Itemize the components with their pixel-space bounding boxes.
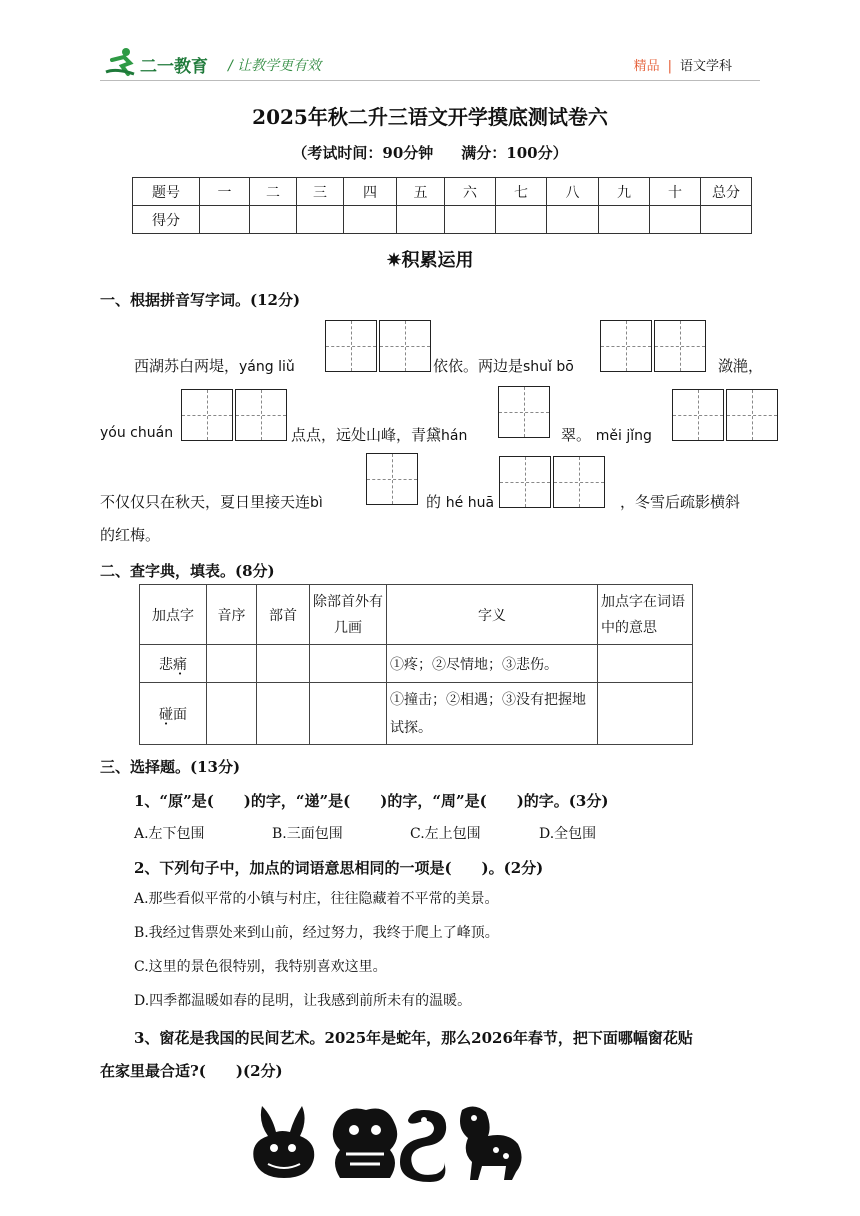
option-b[interactable]: B.三面包围 (272, 826, 343, 842)
answer-cell[interactable] (310, 645, 387, 683)
score-input-cell[interactable] (701, 206, 752, 234)
score-input-cell[interactable] (200, 206, 250, 234)
tianzi-box[interactable] (366, 453, 418, 505)
brand-label: 精品 (633, 59, 660, 74)
tianzi-box[interactable] (600, 320, 652, 372)
question-2-heading: 二、查字典，填表。(8分) (100, 562, 275, 580)
tianzi-box[interactable] (325, 320, 377, 372)
tianzi-box[interactable] (379, 320, 431, 372)
pinyin: hé huā (445, 495, 495, 511)
word-char: 面 (173, 706, 187, 723)
score-cell: 九 (599, 178, 650, 206)
dotted-char: 痛 (173, 656, 187, 673)
tianzi-box[interactable] (498, 386, 550, 438)
logo-text: 二一教育 (140, 57, 208, 77)
pinyin: měi jǐng (595, 428, 652, 444)
exam-title: 2025年秋二升三语文开学摸底测试卷六 (252, 105, 608, 129)
option-a[interactable]: A.左下包围 (134, 826, 205, 842)
score-cell: 五 (397, 178, 445, 206)
q1-text: ，冬雪后疏影横斜 (620, 493, 741, 511)
q3-sub2: 2、下列句子中，加点的词语意思相同的一项是( )。(2分) (134, 859, 544, 877)
q1-text: 潋滟， (718, 357, 764, 375)
score-input-cell[interactable] (445, 206, 496, 234)
score-cell: 七 (496, 178, 547, 206)
q1-text: 的 (426, 493, 442, 511)
answer-cell[interactable] (257, 683, 310, 745)
score-cell: 四 (344, 178, 397, 206)
answer-cell[interactable] (310, 683, 387, 745)
exam-info (0, 142, 860, 163)
pinyin: shuǐ bō (523, 359, 574, 375)
score-input-cell[interactable] (599, 206, 650, 234)
tianzi-box[interactable] (553, 456, 605, 508)
pinyin: hán (441, 428, 468, 444)
q1-line3 (100, 491, 323, 512)
dictionary-table (139, 584, 693, 745)
q1-line1b (433, 355, 574, 376)
header-right: 精品 | 语文学科 (633, 59, 732, 74)
q3-sub1: 1、“原”是( )的字，“递”是( )的字，“周”是( )的字。(3分) (134, 792, 609, 810)
score-cell: 六 (445, 178, 496, 206)
pinyin: yáng liǔ (239, 359, 295, 375)
option-b[interactable]: B.我经过售票处来到山前，经过努力，我终于爬上了峰顶。 (134, 925, 499, 941)
q3-sub3-line2: 在家里最合适?( )(2分) (100, 1062, 283, 1080)
score-cell: 二 (250, 178, 297, 206)
dict-row (140, 683, 693, 745)
horse-papercut-image[interactable] (452, 1102, 528, 1182)
tianzi-box[interactable] (235, 389, 287, 441)
tianzi-box[interactable] (181, 389, 233, 441)
dict-header: 加点字在词语中的意思 (598, 585, 693, 645)
answer-cell[interactable] (598, 645, 693, 683)
score-cell: 十 (650, 178, 701, 206)
score-row-label: 得分 (133, 206, 200, 234)
tianzi-box[interactable] (499, 456, 551, 508)
q1-text: 依依。两边是 (433, 357, 524, 375)
dict-meaning: ①疼；②尽情地；③悲伤。 (387, 645, 598, 683)
pinyin: yóu chuán (100, 425, 174, 441)
score-cell: 一 (200, 178, 250, 206)
tianzi-box[interactable] (672, 389, 724, 441)
score-input-cell[interactable] (297, 206, 344, 234)
tianzi-box[interactable] (726, 389, 778, 441)
q1-text: 翠。 (561, 426, 592, 444)
score-input-cell[interactable] (250, 206, 297, 234)
dict-header: 字义 (387, 585, 598, 645)
q3-sub1-options (134, 823, 596, 843)
dict-meaning: ①撞击；②相遇；③没有把握地试探。 (387, 683, 598, 745)
option-c[interactable]: C.左上包围 (410, 826, 481, 842)
exam-time: （考试时间：90分钟 (292, 144, 434, 162)
dict-word (140, 683, 207, 745)
rabbit-papercut-image[interactable] (244, 1102, 322, 1182)
answer-cell[interactable] (207, 683, 257, 745)
score-input-cell[interactable] (547, 206, 599, 234)
answer-cell[interactable] (257, 645, 310, 683)
slogan: / 让教学更有效 (228, 58, 322, 74)
q1-text: 西湖苏白两堤， (134, 357, 240, 375)
score-cell: 三 (297, 178, 344, 206)
dict-word (140, 645, 207, 683)
section-heading: ✷积累运用 (386, 250, 474, 271)
score-table-header-row (133, 178, 752, 206)
q3-sub3-line1: 3、窗花是我国的民间艺术。2025年是蛇年，那么2026年春节，把下面哪幅窗花贴 (134, 1029, 693, 1047)
tianzi-box[interactable] (654, 320, 706, 372)
dict-header: 音序 (207, 585, 257, 645)
option-c[interactable]: C.这里的景色很特别，我特别喜欢这里。 (134, 959, 387, 975)
option-a[interactable]: A.那些看似平常的小镇与村庄，往往隐藏着不平常的美景。 (134, 891, 499, 907)
dict-header: 加点字 (140, 585, 207, 645)
q1-line1 (134, 355, 295, 376)
score-input-cell[interactable] (650, 206, 701, 234)
score-table (132, 177, 752, 234)
score-cell: 总分 (701, 178, 752, 206)
q1-text: 点点，远处山峰，青黛 (291, 426, 442, 444)
q1-line2b (561, 424, 652, 445)
option-d[interactable]: D.四季都温暖如春的昆明，让我感到前所未有的温暖。 (134, 993, 472, 1009)
score-cell: 八 (547, 178, 599, 206)
pinyin: bì (310, 495, 323, 511)
score-input-cell[interactable] (496, 206, 547, 234)
dict-row (140, 645, 693, 683)
dragon-papercut-image[interactable] (326, 1102, 404, 1182)
snake-papercut-image[interactable] (394, 1106, 454, 1182)
header-divider (100, 80, 760, 81)
answer-cell[interactable] (598, 683, 693, 745)
q1-text: 不仅仅只在秋天，夏日里接天连 (100, 493, 311, 511)
answer-cell[interactable] (207, 645, 257, 683)
score-input-cell[interactable] (397, 206, 445, 234)
logo-icon (104, 46, 140, 78)
question-1-heading: 一、根据拼音写字词。(12分) (100, 291, 301, 309)
q1-text: 的红梅。 (100, 526, 161, 544)
score-table-score-row (133, 206, 752, 234)
question-3-heading: 三、选择题。(13分) (100, 758, 241, 776)
option-d[interactable]: D.全包围 (539, 826, 597, 842)
exam-score: 满分：100分） (461, 144, 568, 162)
word-char: 悲 (159, 656, 173, 673)
subject-label: 语文学科 (679, 59, 732, 74)
q1-line2 (291, 424, 467, 445)
score-cell: 题号 (133, 178, 200, 206)
dotted-char: 碰 (159, 706, 173, 723)
dict-header: 部首 (257, 585, 310, 645)
dict-header-row (140, 585, 693, 645)
q1-line3b (426, 491, 494, 512)
dict-header: 除部首外有几画 (310, 585, 387, 645)
score-input-cell[interactable] (344, 206, 397, 234)
